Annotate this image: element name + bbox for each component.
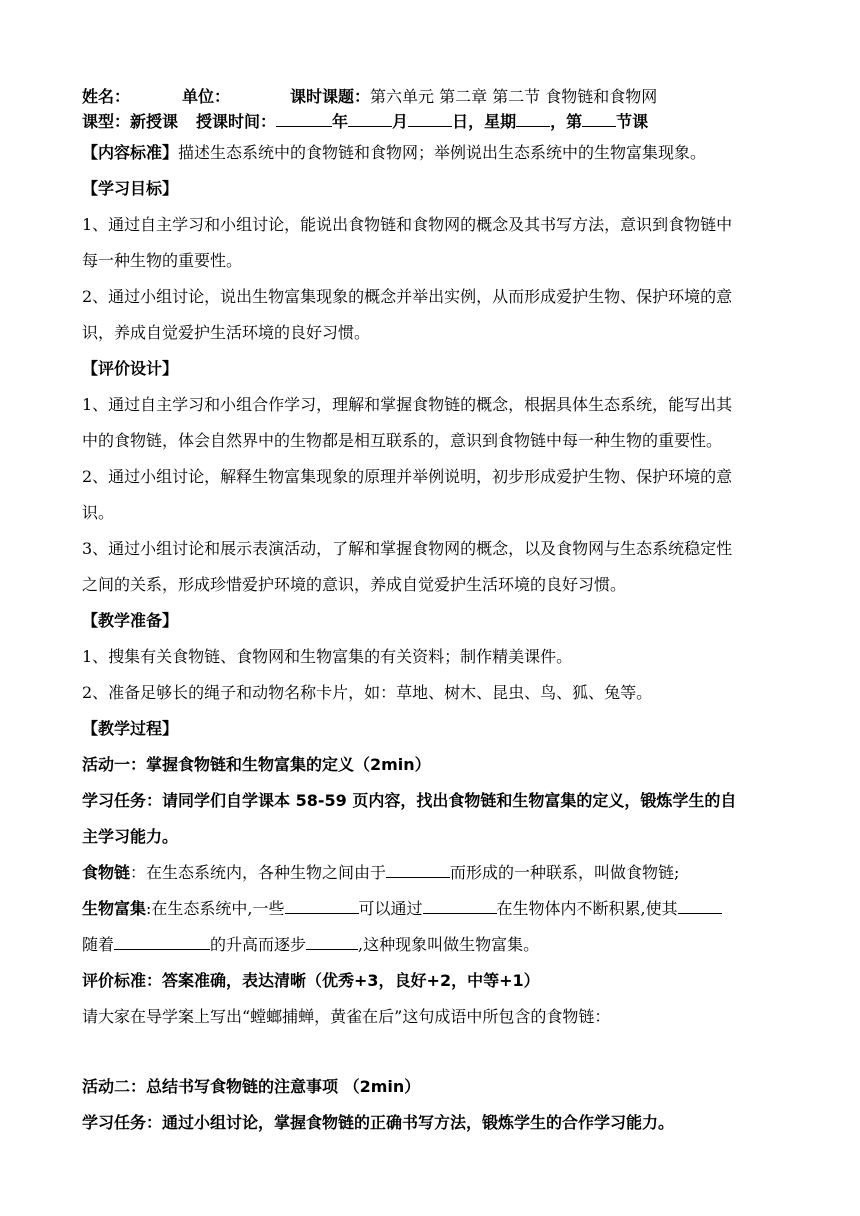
bio-blank-1[interactable] — [285, 898, 359, 914]
activity2-title: 活动二：总结书写食物链的注意事项 （2min） — [82, 1077, 421, 1096]
evaluation-line: 之间的关系，形成珍惜爱护环境的意识，养成自觉爱护生活环境的良好习惯。 — [82, 575, 627, 594]
activity2-task: 学习任务：通过小组讨论，掌握食物链的正确书写方法，锻炼学生的合作学习能力。 — [82, 1113, 675, 1132]
activity1-task: 主学习能力。 — [82, 827, 179, 846]
bio-text: 的升高而逐步 — [210, 935, 307, 954]
preparation-line: 2、准备足够长的绳子和动物名称卡片，如：草地、树木、昆虫、鸟、狐、兔等。 — [82, 683, 653, 702]
activity1-title: 活动一：掌握食物链和生物富集的定义（2min） — [82, 755, 431, 774]
activity1-task: 学习任务：请同学们自学课本 58-59 页内容，找出食物链和生物富集的定义，锻炼学生的自 — [82, 791, 737, 810]
name-label: 姓名： — [82, 87, 131, 106]
bio-blank-5[interactable] — [306, 934, 358, 950]
topic-label: 课时课题： — [290, 87, 371, 106]
month-blank[interactable] — [348, 111, 392, 127]
period-suffix: 节课 — [616, 112, 649, 131]
process-title: 【教学过程】 — [82, 719, 179, 738]
prompt: 请大家在导学案上写出“螳螂捕蝉，黄雀在后”这句成语中所包含的食物链： — [82, 1007, 611, 1026]
year-label: 年 — [332, 112, 349, 131]
bio-text: :在生态系统中,一些 — [146, 899, 285, 918]
document-page — [82, 86, 782, 1141]
objective-line: 2、通过小组讨论，说出生物富集现象的概念并举出实例，从而形成爱护生物、保护环境的意 — [82, 287, 733, 306]
topic-value: 第六单元 第二章 第二节 食物链和食物网 — [370, 87, 658, 106]
year-blank[interactable] — [276, 111, 332, 127]
objective-line: 识，养成自觉爱护生活环境的良好习惯。 — [82, 323, 371, 342]
food-chain-text: ：在生态系统内，各种生物之间由于 — [130, 863, 387, 882]
bio-blank-4[interactable] — [114, 934, 210, 950]
objectives-title: 【学习目标】 — [82, 179, 179, 198]
evaluation-title: 【评价设计】 — [82, 359, 179, 378]
food-chain-text: 而形成的一种联系，叫做食物链; — [450, 863, 680, 882]
food-chain-definition — [82, 855, 782, 891]
preparation-title: 【教学准备】 — [82, 611, 179, 630]
bio-text: ,这种现象叫做生物富集。 — [358, 935, 540, 954]
bio-text: 在生物体内不断积累,使其 — [496, 899, 678, 918]
evaluation-line: 2、通过小组讨论，解释生物富集现象的原理并举例说明，初步形成爱护生物、保护环境的意 — [82, 467, 733, 486]
food-chain-label: 食物链 — [82, 863, 131, 882]
bio-text: 可以通过 — [358, 899, 423, 918]
objective-line: 每一种生物的重要性。 — [82, 251, 243, 270]
content-standard-text: 描述生态系统中的食物链和食物网；举例说出生态系统中的生物富集现象。 — [178, 143, 707, 162]
bio-blank-3[interactable] — [678, 898, 722, 914]
bio-text: 随着 — [82, 935, 115, 954]
header-line-1 — [82, 86, 782, 108]
bio-accumulation-definition — [82, 891, 782, 927]
day-label: 日，星期 — [452, 112, 517, 131]
weekday-blank[interactable] — [516, 111, 550, 127]
criteria: 评价标准：答案准确，表达清晰（优秀+3，良好+2，中等+1） — [82, 971, 540, 990]
evaluation-line: 识。 — [82, 503, 115, 522]
lesson-type: 课型：新授课 — [82, 112, 179, 131]
unit-label: 单位： — [182, 87, 231, 106]
time-label: 授课时间： — [196, 112, 277, 131]
header-line-2 — [82, 111, 782, 133]
food-chain-blank[interactable] — [386, 862, 450, 878]
evaluation-line: 3、通过小组讨论和展示表演活动，了解和掌握食物网的概念，以及食物网与生态系统稳定性 — [82, 539, 733, 558]
objective-line: 1、通过自主学习和小组讨论，能说出食物链和食物网的概念及其书写方法，意识到食物链中 — [82, 215, 733, 234]
period-prefix: ，第 — [550, 112, 583, 131]
month-label: 月 — [392, 112, 409, 131]
day-blank[interactable] — [408, 111, 452, 127]
bio-blank-2[interactable] — [423, 898, 497, 914]
content-standard-label: 【内容标准】 — [82, 143, 179, 162]
bio-accumulation-label: 生物富集 — [82, 899, 147, 918]
evaluation-line: 1、通过自主学习和小组合作学习，理解和掌握食物链的概念，根据具体生态系统，能写出其 — [82, 395, 733, 414]
period-blank[interactable] — [582, 111, 616, 127]
content-standard — [82, 135, 782, 171]
evaluation-line: 中的食物链，体会自然界中的生物都是相互联系的，意识到食物链中每一种生物的重要性。 — [82, 431, 723, 450]
bio-accumulation-definition-cont — [82, 927, 782, 963]
preparation-line: 1、搜集有关食物链、食物网和生物富集的有关资料；制作精美课件。 — [82, 647, 573, 666]
